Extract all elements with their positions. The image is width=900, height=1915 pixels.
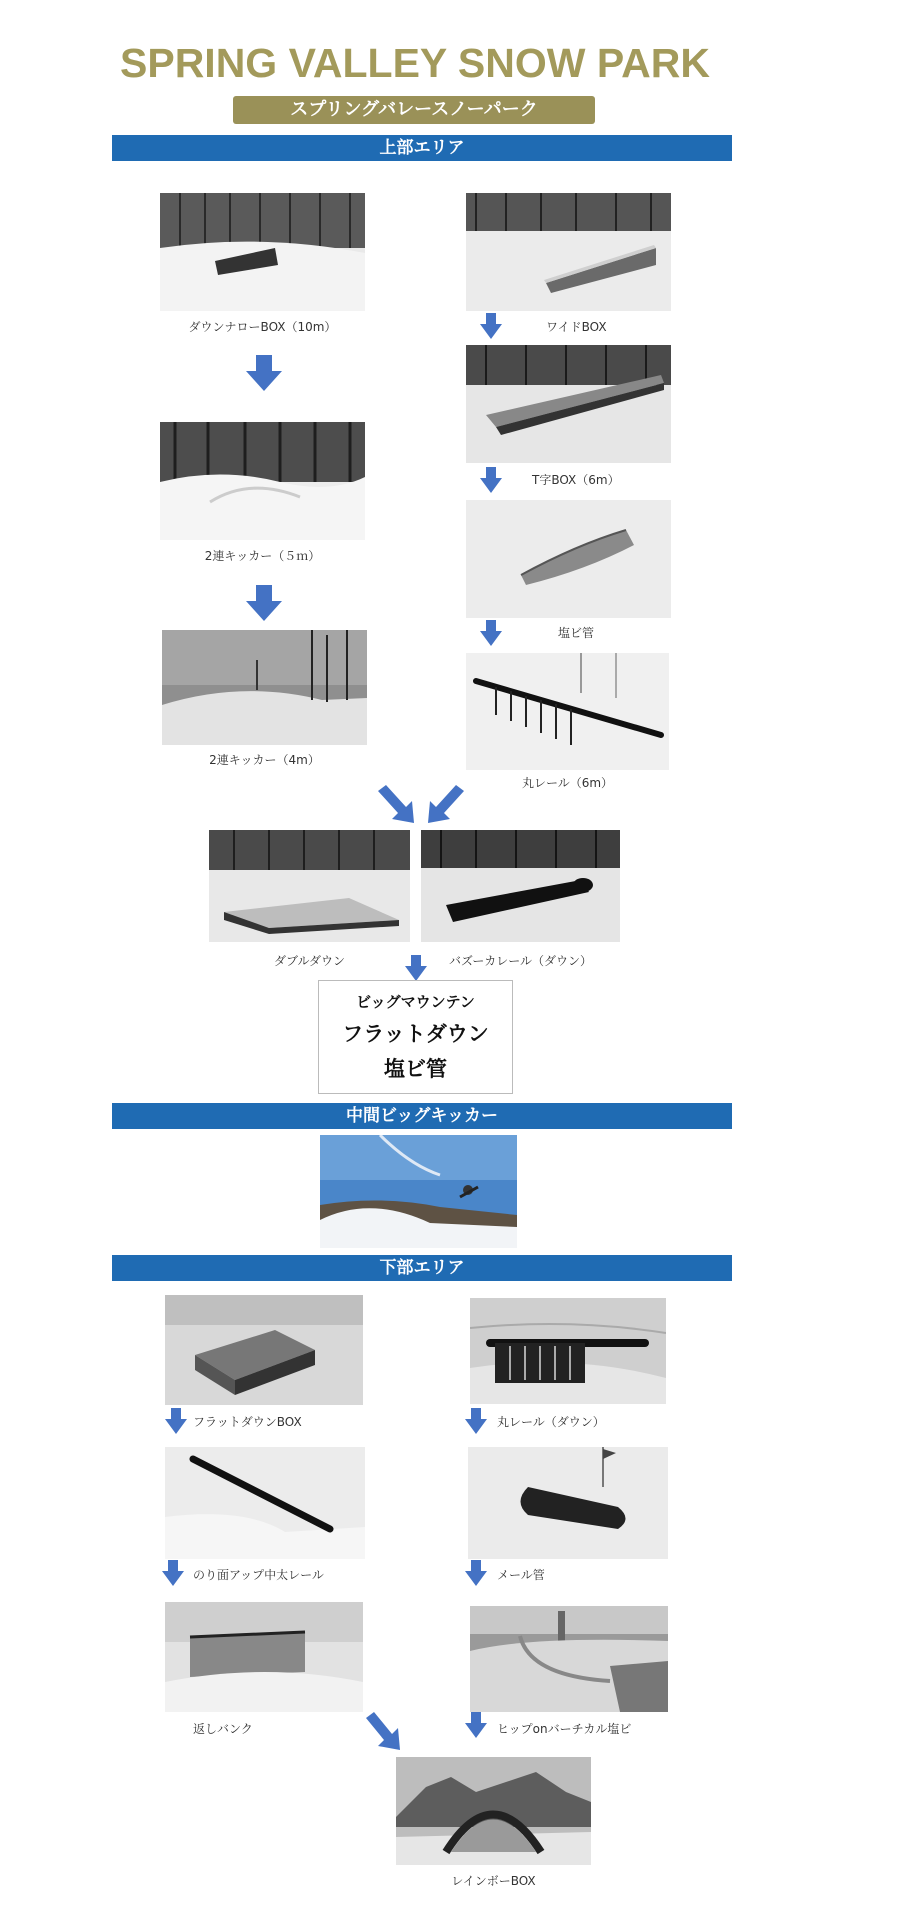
caption-t-box: T字BOX（6m） [532,473,620,487]
photo-down-narrow-box [160,193,365,311]
section-lower-area: 下部エリア [112,1255,732,1281]
photo-mail-pipe [468,1447,668,1559]
arrow-down-icon [246,585,282,621]
arrow-diagonal-icon [366,1712,402,1752]
flat-down-label: フラットダウン [342,1022,489,1046]
arrow-down-icon [480,313,502,339]
caption-mail-pipe: メール管 [497,1568,545,1582]
section-middle-kicker: 中間ビッグキッカー [112,1103,732,1129]
photo-bazooka-rail [421,830,620,942]
arrow-down-icon [246,355,282,391]
arrow-down-icon [465,1712,487,1738]
pvc-pipe-label: 塩ビ管 [384,1057,447,1081]
arrow-down-icon [480,467,502,493]
photo-wide-box [466,193,671,311]
arrow-diagonal-icon [378,785,418,825]
photo-return-bank [165,1602,363,1712]
photo-round-rail-6m [466,653,669,770]
caption-wide-box: ワイドBOX [546,320,607,334]
caption-slope-up-rail: のり面アップ中太レール [193,1568,324,1582]
caption-down-narrow-box: ダウンナローBOX（10m） [188,320,337,334]
caption-double-kicker-5m: 2連キッカー（５ｍ） [204,549,321,563]
caption-double-down: ダブルダウン [273,954,346,968]
park-title: SPRING VALLEY SNOW PARK [120,40,710,86]
arrow-down-icon [165,1408,187,1434]
photo-rainbow-box [396,1757,591,1865]
caption-rainbow-box: レインボーBOX [451,1874,536,1888]
big-mountain-box [318,980,513,1094]
photo-round-rail-down [470,1298,666,1404]
arrow-down-icon [405,955,427,981]
caption-pvc-pipe: 塩ビ管 [558,626,595,640]
photo-t-box [466,345,671,463]
caption-bazooka-rail: バズーカレール（ダウン） [449,954,592,968]
photo-double-down [209,830,410,942]
section-upper-area: 上部エリア [112,135,732,161]
arrow-down-icon [162,1560,184,1586]
arrow-down-icon [465,1560,487,1586]
caption-hip-vertical-pvc: ヒップonバーチカル塩ビ [497,1722,632,1736]
photo-flat-down-box [165,1295,363,1405]
photo-hip-vertical-pvc [470,1606,668,1712]
arrow-down-icon [465,1408,487,1434]
caption-flat-down-box: フラットダウンBOX [193,1415,302,1429]
arrow-diagonal-icon [424,785,464,825]
photo-double-kicker-4m [162,630,367,745]
photo-pvc-pipe [466,500,671,618]
caption-round-rail-down: 丸レール（ダウン） [497,1415,605,1429]
photo-double-kicker-5m [160,422,365,540]
caption-double-kicker-4m: 2連キッカー（4m） [209,753,320,767]
photo-slope-up-rail [165,1447,365,1559]
park-subtitle: スプリングバレースノーパーク [233,96,595,124]
photo-big-kicker [320,1135,517,1248]
caption-return-bank: 返しバンク [193,1722,253,1736]
arrow-down-icon [480,620,502,646]
caption-round-rail-6m: 丸レール（6m） [521,776,614,790]
big-mountain-label: ビッグマウンテン [356,993,475,1011]
